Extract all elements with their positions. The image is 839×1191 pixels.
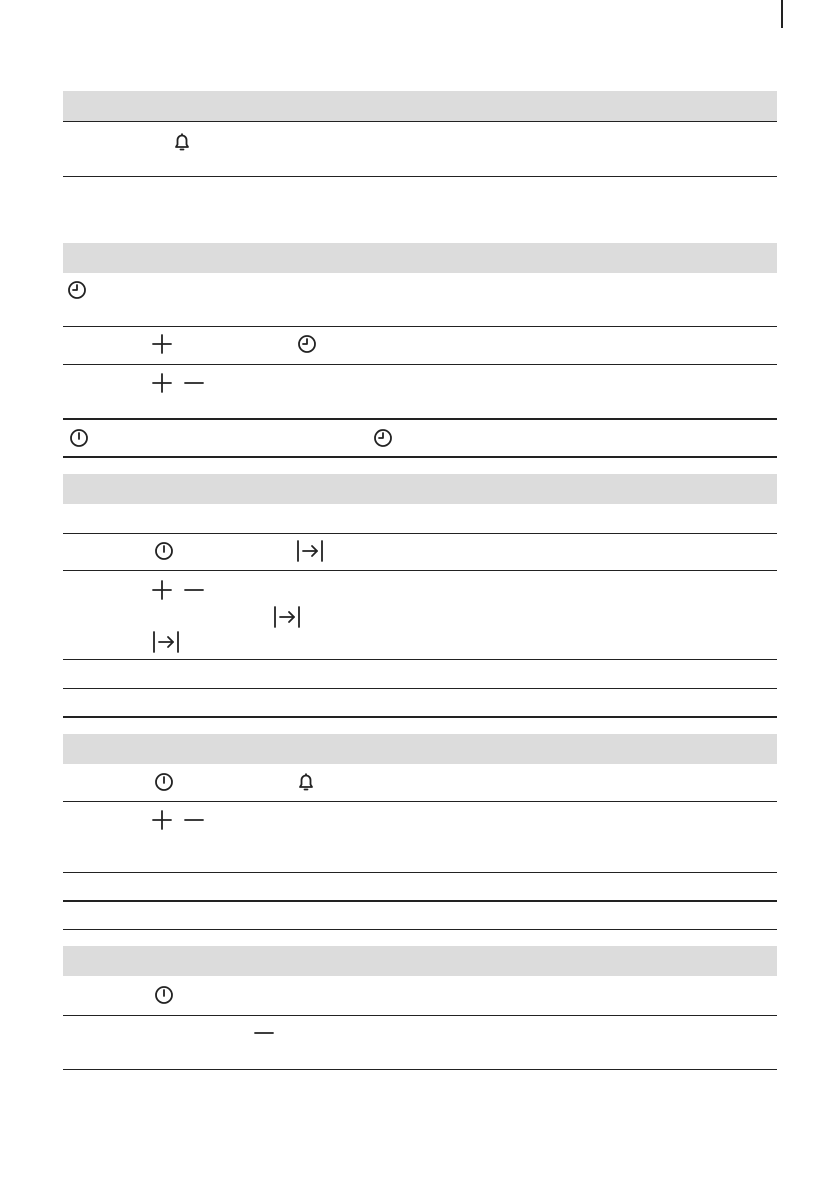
end-arrow-icon (152, 631, 180, 653)
timer-icon (154, 541, 174, 561)
row-divider (63, 1015, 777, 1016)
crop-mark (781, 0, 783, 28)
bell-icon (172, 132, 192, 152)
row-divider (63, 1069, 777, 1070)
timer-icon (154, 985, 174, 1005)
row-divider (63, 364, 777, 365)
clock-icon (67, 280, 87, 300)
row-divider (63, 418, 777, 420)
plus-icon (152, 334, 172, 354)
row-divider (63, 659, 777, 660)
section-3-header (63, 474, 777, 504)
minus-icon (254, 1023, 274, 1043)
row-divider (63, 533, 777, 534)
section-4-header (63, 734, 777, 764)
minus-icon (184, 580, 204, 600)
row-divider (63, 570, 777, 571)
section-1-header (63, 91, 777, 121)
row-divider (63, 716, 777, 718)
section-2-header (63, 243, 777, 273)
row-divider (63, 688, 777, 689)
plus-icon (152, 810, 172, 830)
bell-icon (296, 772, 316, 792)
minus-icon (184, 810, 204, 830)
timer-icon (154, 772, 174, 792)
plus-icon (152, 580, 172, 600)
clock-icon (297, 334, 317, 354)
row-divider (63, 121, 777, 122)
minus-icon (184, 373, 204, 393)
timer-icon (69, 428, 89, 448)
clock-icon (373, 428, 393, 448)
row-divider (63, 929, 777, 930)
row-divider (63, 900, 777, 902)
row-divider (63, 176, 777, 177)
end-arrow-icon (296, 540, 324, 562)
row-divider (63, 872, 777, 873)
end-arrow-icon (273, 606, 301, 628)
row-divider (63, 456, 777, 458)
row-divider (63, 326, 777, 327)
row-divider (63, 801, 777, 802)
plus-icon (152, 373, 172, 393)
section-5-header (63, 946, 777, 976)
